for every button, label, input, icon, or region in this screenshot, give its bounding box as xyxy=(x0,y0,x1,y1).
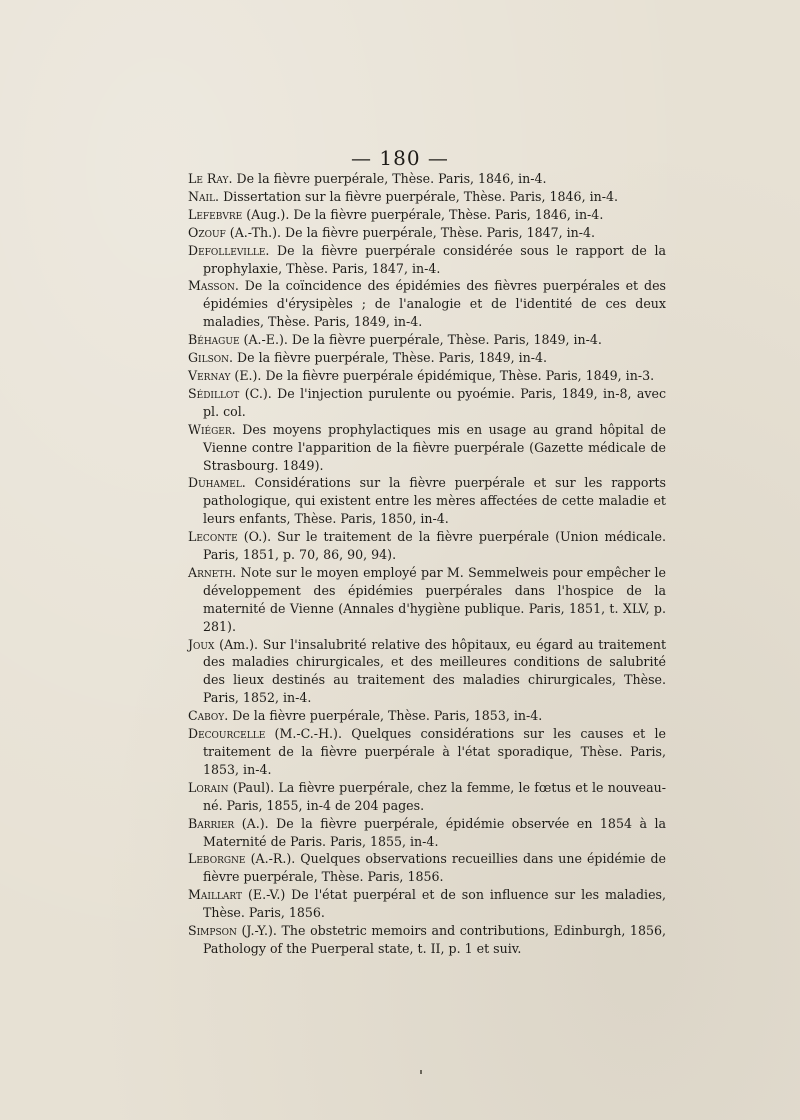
entry-author: Béhague xyxy=(188,332,240,348)
entry-author: Lefebvre xyxy=(188,206,243,222)
bibliography-entry xyxy=(188,421,666,475)
bibliography-entry xyxy=(188,564,666,636)
bibliography-entry xyxy=(188,170,666,188)
entry-text: (A.-Th.). De la fièvre puerpérale, Thèse. Paris, 1847, in-4. xyxy=(225,224,596,240)
bibliography-entry xyxy=(188,815,666,851)
bibliography-entry xyxy=(188,707,666,725)
entry-author: Defolleville. xyxy=(188,242,270,258)
bibliography-entry xyxy=(188,474,666,528)
entry-text: De la fièvre puerpérale, Thèse. Paris, 1853, in-4. xyxy=(228,708,543,724)
bibliography-entry xyxy=(188,242,666,278)
entry-author: Wiéger. xyxy=(188,421,236,437)
bibliography-entry xyxy=(188,385,666,421)
entry-text: (A.-E.). De la fièvre puerpérale, Thèse. Paris, 1849, in-4. xyxy=(239,332,602,348)
entry-author: Le Ray. xyxy=(188,171,233,186)
entry-text: (Am.). Sur l'insalubrité relative des hôpitaux, eu égard au traitement des maladies chirurgicales, et des meilleures conditions de salubrité des lieux destinés au traitement des maladies chirurgicales, Thèse. Paris, 1852, in-4. xyxy=(203,636,666,706)
bibliography-entry xyxy=(188,206,666,224)
entry-text: De la fièvre puerpérale considérée sous le rapport de la prophylaxie, Thèse. Paris, 1847, in-4. xyxy=(203,242,666,276)
entry-author: Gilson. xyxy=(188,350,234,366)
bibliography-entry xyxy=(188,850,666,886)
entry-text: De la coïncidence des épidémies des fièvres puerpérales et des épidémies d'érysipèles ; de l'analogie et de l'identité de ces deux maladies, Thèse. Paris, 1849, in-4. xyxy=(203,278,666,330)
bibliography-entry xyxy=(188,725,666,779)
bibliography-entry xyxy=(188,886,666,922)
bibliography-entry xyxy=(188,188,666,206)
entry-text: De la fièvre puerpérale, Thèse. Paris, 1849, in-4. xyxy=(233,350,548,366)
entry-text: (E.). De la fièvre puerpérale épidémique, Thèse. Paris, 1849, in-3. xyxy=(230,367,655,383)
entry-text: (O.). Sur le traitement de la fièvre puerpérale (Union médicale. Paris, 1851, p. 70, 86, 90, 94). xyxy=(203,529,666,563)
entry-text: (J.-Y.). The obstetric memoirs and contributions, Edinburgh, 1856, Pathology of the Puerperal state, t. II, p. 1 et suiv. xyxy=(203,923,666,956)
entry-author: Lorain xyxy=(188,779,229,795)
entry-text: (Aug.). De la fièvre puerpérale, Thèse. Paris, 1846, in-4. xyxy=(242,206,604,222)
bibliography-entry xyxy=(188,922,666,958)
entry-author: Duhamel. xyxy=(188,475,246,491)
bibliography-entry xyxy=(188,224,666,242)
entry-author: Arneth. xyxy=(188,564,237,580)
bibliography-entry xyxy=(188,277,666,331)
bibliography-list xyxy=(188,170,666,958)
entry-author: Masson. xyxy=(188,278,239,294)
entry-text: Considérations sur la fièvre puerpérale et sur les rapports pathologique, qui existent entre les mères affectées de cette maladie et leurs enfants, Thèse. Paris, 1850, in-4. xyxy=(203,475,666,527)
entry-text: (E.-V.) De l'état puerpéral et de son influence sur les maladies, Thèse. Paris, 1856. xyxy=(203,887,666,921)
entry-text: De la fièvre puerpérale, Thèse. Paris, 1846, in-4. xyxy=(232,171,547,186)
entry-author: Vernay xyxy=(188,367,231,383)
bibliography-entry xyxy=(188,367,666,385)
ink-speck xyxy=(420,1070,422,1074)
entry-text: (M.-C.-H.). Quelques considérations sur les causes et le traitement de la fièvre puerpérale à l'état sporadique, Thèse. Paris, 1853, in-4. xyxy=(203,726,666,777)
entry-author: Caboy. xyxy=(188,708,229,724)
entry-author: Barrier xyxy=(188,815,235,831)
entry-text: (C.). De l'injection purulente ou pyoémie. Paris, 1849, in-8, avec pl. col. xyxy=(203,385,666,419)
entry-author: Decourcelle xyxy=(188,726,266,742)
entry-text: (A.-R.). Quelques observations recueillies dans une épidémie de fièvre puerpérale, Thèse. Paris, 1856. xyxy=(203,851,666,885)
bibliography-entry xyxy=(188,331,666,349)
entry-text: Des moyens prophylactiques mis en usage au grand hôpital de Vienne contre l'apparition de la fièvre puerpérale (Gazette médicale de Strasbourg. 1849). xyxy=(203,421,666,473)
entry-author: Joux xyxy=(188,636,215,652)
entry-author: Nail. xyxy=(188,188,220,204)
bibliography-entry xyxy=(188,636,666,708)
bibliography-entry xyxy=(188,528,666,564)
entry-text: (A.). De la fièvre puerpérale, épidémie observée en 1854 à la Maternité de Paris. Paris, 1855, in-4. xyxy=(203,815,666,849)
entry-author: Maillart xyxy=(188,887,243,903)
page-number-header: — 180 — xyxy=(351,146,449,170)
entry-author: Sédillot xyxy=(188,385,240,401)
entry-text: Note sur le moyen employé par M. Semmelweis pour empêcher le développement des épidémies puerpérales dans l'hospice de la maternité de Vienne (Annales d'hygiène publique. Paris, 1851, t. XLV, p. 281). xyxy=(203,564,666,634)
bibliography-entry xyxy=(188,779,666,815)
entry-author: Leborgne xyxy=(188,851,246,867)
entry-text: Dissertation sur la fièvre puerpérale, Thèse. Paris, 1846, in-4. xyxy=(219,188,618,204)
entry-author: Simpson xyxy=(188,923,237,939)
entry-text: (Paul). La fièvre puerpérale, chez la femme, le fœtus et le nouveau-né. Paris, 1855, in-4 de 204 pages. xyxy=(203,779,666,813)
entry-author: Ozouf xyxy=(188,224,226,240)
bibliography-entry xyxy=(188,349,666,367)
entry-author: Leconte xyxy=(188,529,238,545)
